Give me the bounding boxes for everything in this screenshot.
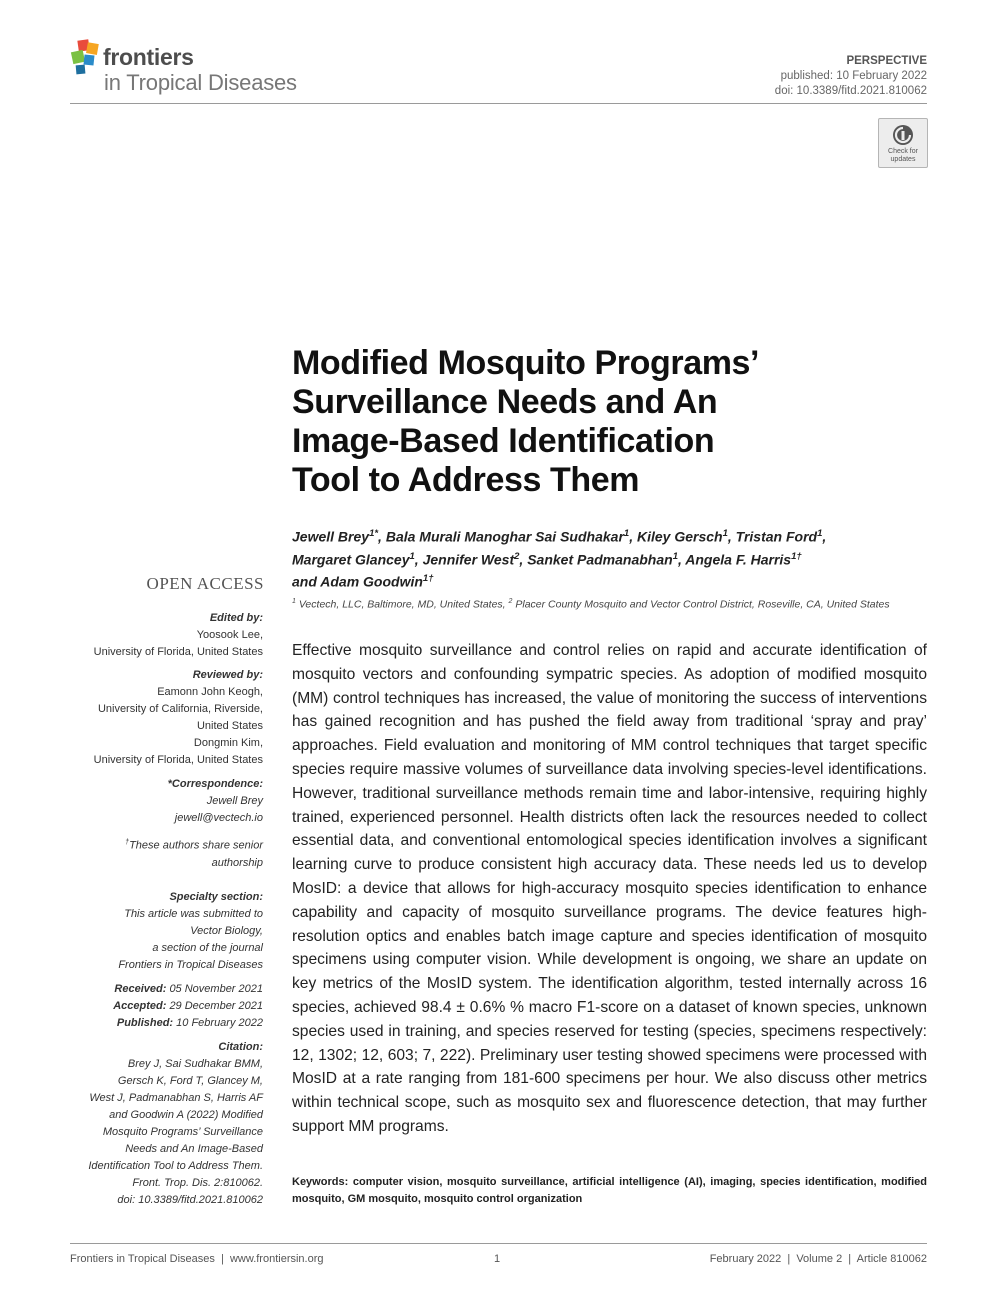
journal-logo-subtitle: in Tropical Diseases xyxy=(104,70,297,95)
citation-label: Citation: xyxy=(218,1041,263,1053)
abstract-text: Effective mosquito surveillance and control relies on rapid and accurate identification of mosquito vectors and confounding sympatric species. As adoption of modified mosquito (MM) control techniques has increased, the value of monitoring the success of interventions has gained recognition and has pushed the field away from traditional ‘spray and pray’ approaches. Field evaluation and monitoring of MM control techniques that target specific species require massive volumes of surveillance data involving species-level identifications. However, traditional surveillance methods remain time and labor-intensive, requiring highly trained, experienced personnel. Health districts often lack the resources needed to collect essential data, and conventional entomological species identification involves a significant learning curve to produce consistent high accuracy data. These needs led us to develop MosID: a device that allows for high-accuracy mosquito species identification to enhance capability and capacity of mosquito surveillance programs. The device features high-resolution optics and enables batch image capture and species identification of mosquito specimens using computer vision. While development is ongoing, we share an update on key metrics of the MosID system. The identification algorithm, tested internally across 16 species, achieved 98.4 ± 0.6% % macro F1-score on a dataset of known species, unknown species used in training, and species reserved for testing (species, specimens respectively: 12, 1302; 12, 603; 7, 222). Preliminary user testing showed specimens were processed with MosID at a rate ranging from 181-600 specimens per hour. We also discuss other metrics within technical scope, such as mosquito sex and fluorescence detection, that may further support MM programs. xyxy=(292,642,927,1135)
affil-text: Vectech, LLC, Baltimore, MD, United States, xyxy=(295,598,509,611)
citation-line: West J, Padmanabhan S, Harris AF xyxy=(89,1092,263,1104)
journal-logo-word: frontiers xyxy=(103,44,194,70)
header-divider xyxy=(70,103,927,104)
author-name[interactable]: Bala Murali Manoghar Sai Sudhakar xyxy=(385,528,624,545)
author-affil-mark: 1 xyxy=(817,528,823,539)
specialty-line: This article was submitted to xyxy=(124,908,263,920)
published-label: Published: xyxy=(116,1017,174,1029)
author-line xyxy=(292,569,932,592)
author-affil-mark: 1† xyxy=(791,550,802,562)
footer-divider xyxy=(70,1243,927,1244)
citation-doi[interactable]: doi: 10.3389/fitd.2021.810062 xyxy=(117,1194,263,1206)
dagger-mark: † xyxy=(125,839,130,846)
citation-line: and Goodwin A (2022) Modified xyxy=(109,1109,263,1121)
author-name[interactable]: Jewell Brey xyxy=(292,528,370,545)
author-separator: , xyxy=(727,528,736,545)
keywords xyxy=(292,1174,927,1208)
keywords-label: Keywords: xyxy=(292,1176,349,1188)
editor-line: Yoosook Lee, xyxy=(196,629,263,641)
author-separator: , xyxy=(378,528,386,545)
author-separator: , xyxy=(414,551,423,568)
specialty-line: Frontiers in Tropical Diseases xyxy=(118,959,263,971)
edited-by-label: Edited by: xyxy=(209,612,263,624)
author-line xyxy=(292,547,932,570)
received-date: 05 November 2021 xyxy=(169,983,263,995)
affil-mark: 2 xyxy=(508,598,513,605)
author-line xyxy=(292,524,932,547)
author-separator: , xyxy=(629,528,637,545)
article-title xyxy=(292,344,852,500)
specialty-line: Vector Biology, xyxy=(190,925,263,937)
check-updates-line1: Check for xyxy=(888,148,918,155)
specialty-label: Specialty section: xyxy=(169,891,263,903)
page-number: 1 xyxy=(494,1253,501,1265)
reviewer-line: Dongmin Kim, xyxy=(193,737,263,749)
check-updates-line2: updates xyxy=(890,155,916,163)
senior-note-line: authorship xyxy=(211,856,263,869)
reviewer-line: Eamonn John Keogh, xyxy=(157,686,263,698)
author-name[interactable]: Jennifer West xyxy=(422,551,515,568)
received-label: Received: xyxy=(114,983,167,995)
published-date-side: 10 February 2022 xyxy=(176,1017,263,1029)
author-affil-mark: 1† xyxy=(422,573,434,585)
specialty-section xyxy=(60,889,263,974)
affil-text: Placer County Mosquito and Vector Control District, Roseville, CA, United States xyxy=(512,598,890,611)
author-name[interactable]: Tristan Ford xyxy=(735,528,818,545)
affil-mark: 1 xyxy=(292,598,296,605)
check-updates-icon xyxy=(891,123,915,147)
citation-line: Mosquito Programs’ Surveillance xyxy=(102,1126,263,1138)
reviewed-by-section xyxy=(60,667,263,769)
editor-line: University of Florida, United States xyxy=(93,646,263,658)
author-name[interactable]: Kiley Gersch xyxy=(636,528,723,545)
edited-by-section xyxy=(60,610,263,661)
accepted-label: Accepted: xyxy=(113,1000,167,1012)
author-affil-mark: 2 xyxy=(514,550,520,562)
author-name[interactable]: Sanket Padmanabhan xyxy=(527,551,673,568)
title-line: Modified Mosquito Programs’ xyxy=(292,344,760,382)
title-line: Tool to Address Them xyxy=(292,461,640,499)
citation-line: Identification Tool to Address Them. xyxy=(88,1160,263,1172)
author-name[interactable]: and Adam Goodwin xyxy=(292,573,423,590)
citation-line: Needs and An Image-Based xyxy=(125,1143,263,1155)
correspondence-label: *Correspondence: xyxy=(167,778,263,790)
title-line: Surveillance Needs and An xyxy=(292,383,718,421)
author-affil-mark: 1 xyxy=(672,550,678,562)
article-type: PERSPECTIVE xyxy=(846,55,927,67)
reviewed-by-label: Reviewed by: xyxy=(192,669,263,681)
reviewer-line: University of California, Riverside, xyxy=(97,703,263,715)
reviewer-line: University of Florida, United States xyxy=(93,754,263,766)
author-separator: , xyxy=(678,551,686,568)
article-meta xyxy=(775,54,927,99)
citation-line: Brey J, Sai Sudhakar BMM, xyxy=(127,1058,263,1070)
correspondence-email[interactable]: jewell@vectech.io xyxy=(174,812,263,824)
author-affil-mark: 1 xyxy=(623,528,630,539)
senior-note-text: These authors share senior xyxy=(129,839,263,852)
article-doi[interactable]: doi: 10.3389/fitd.2021.810062 xyxy=(774,85,927,97)
published-date: published: 10 February 2022 xyxy=(780,70,927,82)
citation-line: Gersch K, Ford T, Glancey M, xyxy=(117,1075,263,1087)
reviewer-line: United States xyxy=(196,720,263,732)
author-name[interactable]: Margaret Glancey xyxy=(292,551,410,568)
author-affil-mark: 1 xyxy=(409,550,415,562)
author-separator: , xyxy=(822,528,827,545)
title-line: Image-Based Identification xyxy=(292,422,715,460)
frontiers-logo-icon xyxy=(70,38,104,78)
open-access-label: OPEN ACCESS xyxy=(146,574,264,593)
footer-article-info: February 2022 | Volume 2 | Article 810062 xyxy=(709,1253,927,1265)
accepted-date: 29 December 2021 xyxy=(169,1000,263,1012)
author-list xyxy=(292,524,932,592)
specialty-line: a section of the journal xyxy=(152,942,263,954)
dates-section xyxy=(60,981,263,1032)
keywords-text: computer vision, mosquito surveillance, artificial intelligence (AI), imaging, species identification, modified mosquito, GM mosquito, mosquito control organization xyxy=(292,1176,927,1205)
citation-section xyxy=(60,1039,263,1209)
affiliations xyxy=(292,598,932,611)
author-name[interactable]: Angela F. Harris xyxy=(685,551,792,568)
senior-note-line xyxy=(60,834,263,855)
author-affil-mark: 1 xyxy=(722,528,728,539)
footer-journal: Frontiers in Tropical Diseases | www.frontiersin.org xyxy=(70,1253,324,1265)
senior-author-note xyxy=(60,834,263,872)
correspondence-section xyxy=(60,776,263,827)
citation-line: Front. Trop. Dis. 2:810062. xyxy=(132,1177,263,1189)
author-affil-mark: 1* xyxy=(369,528,379,539)
author-separator: , xyxy=(519,551,528,568)
correspondence-name: Jewell Brey xyxy=(206,795,263,807)
check-for-updates-badge[interactable] xyxy=(878,118,928,168)
